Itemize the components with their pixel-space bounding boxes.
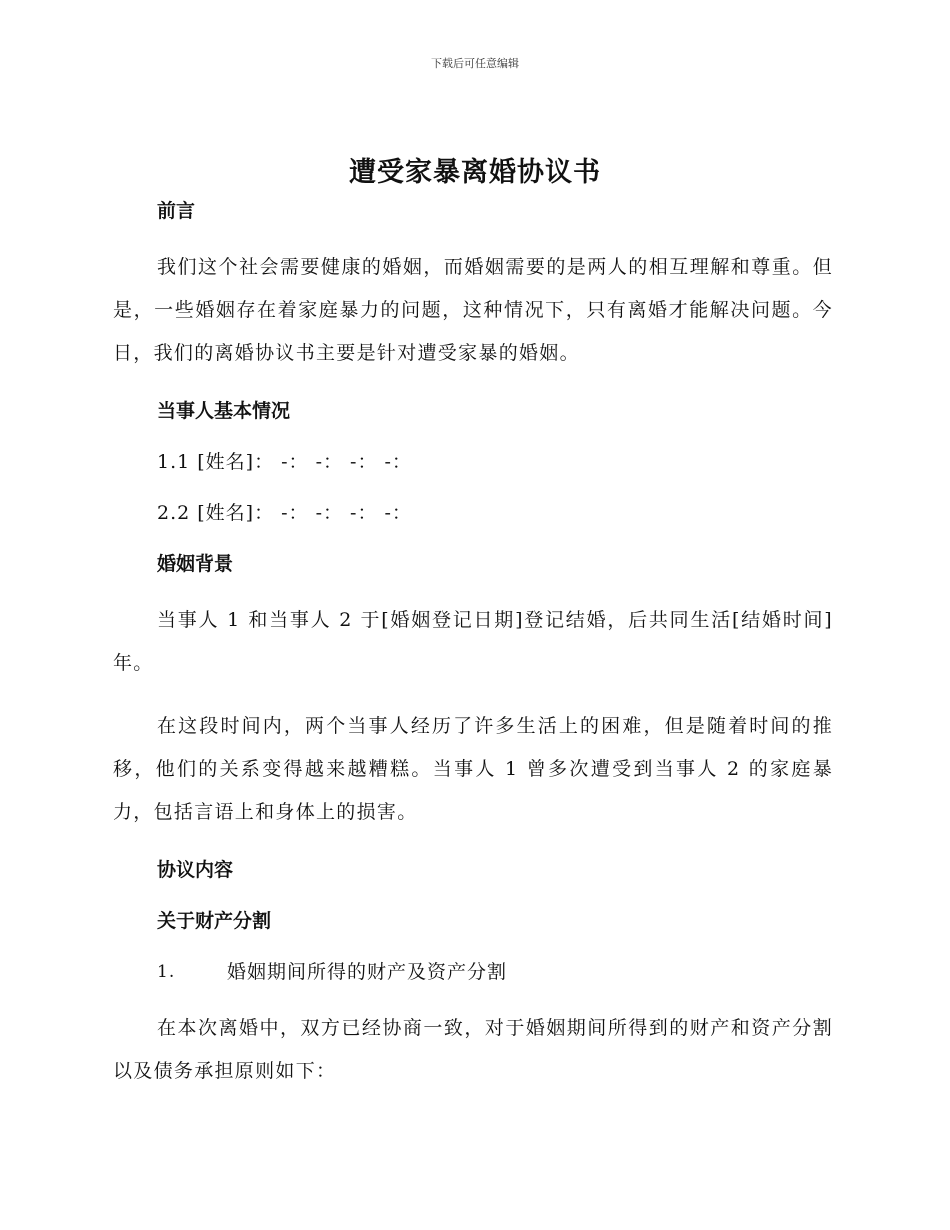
list-item-text: 婚姻期间所得的财产及资产分割 (227, 961, 508, 983)
list-item-number: 1. (157, 962, 176, 982)
preface-heading: 前言 (157, 200, 196, 222)
party-2-line: 2.2 [姓名]： -： -： -： -： (157, 502, 412, 524)
agreement-heading: 协议内容 (157, 859, 234, 881)
list-item (113, 956, 833, 988)
document-title: 遭受家暴离婚协议书 (349, 157, 601, 188)
parties-heading: 当事人基本情况 (157, 400, 291, 422)
background-paragraph-1: 当事人 1 和当事人 2 于[婚姻登记日期]登记结婚，后共同生活[结婚时间]年。 (113, 609, 833, 674)
document-body (113, 195, 833, 1093)
preface-paragraph: 我们这个社会需要健康的婚姻，而婚姻需要的是两人的相互理解和尊重。但是，一些婚姻存在着家庭暴力的问题，这种情况下，只有离婚才能解决问题。今日，我们的离婚协议书主要是针对遭受家暴的婚姻。 (113, 256, 833, 364)
party-1-line: 1.1 [姓名]： -： -： -： -： (157, 451, 412, 473)
property-heading: 关于财产分割 (157, 910, 272, 932)
background-paragraph-2: 在这段时间内，两个当事人经历了许多生活上的困难，但是随着时间的推移，他们的关系变得越来越糟糕。当事人 1 曾多次遭受到当事人 2 的家庭暴力，包括言语上和身体上的损害。 (113, 715, 833, 823)
property-paragraph: 在本次离婚中，双方已经协商一致，对于婚姻期间所得到的财产和资产分割以及债务承担原则如下： (113, 1017, 833, 1082)
header-note: 下载后可任意编辑 (431, 57, 519, 70)
background-heading: 婚姻背景 (157, 553, 234, 575)
